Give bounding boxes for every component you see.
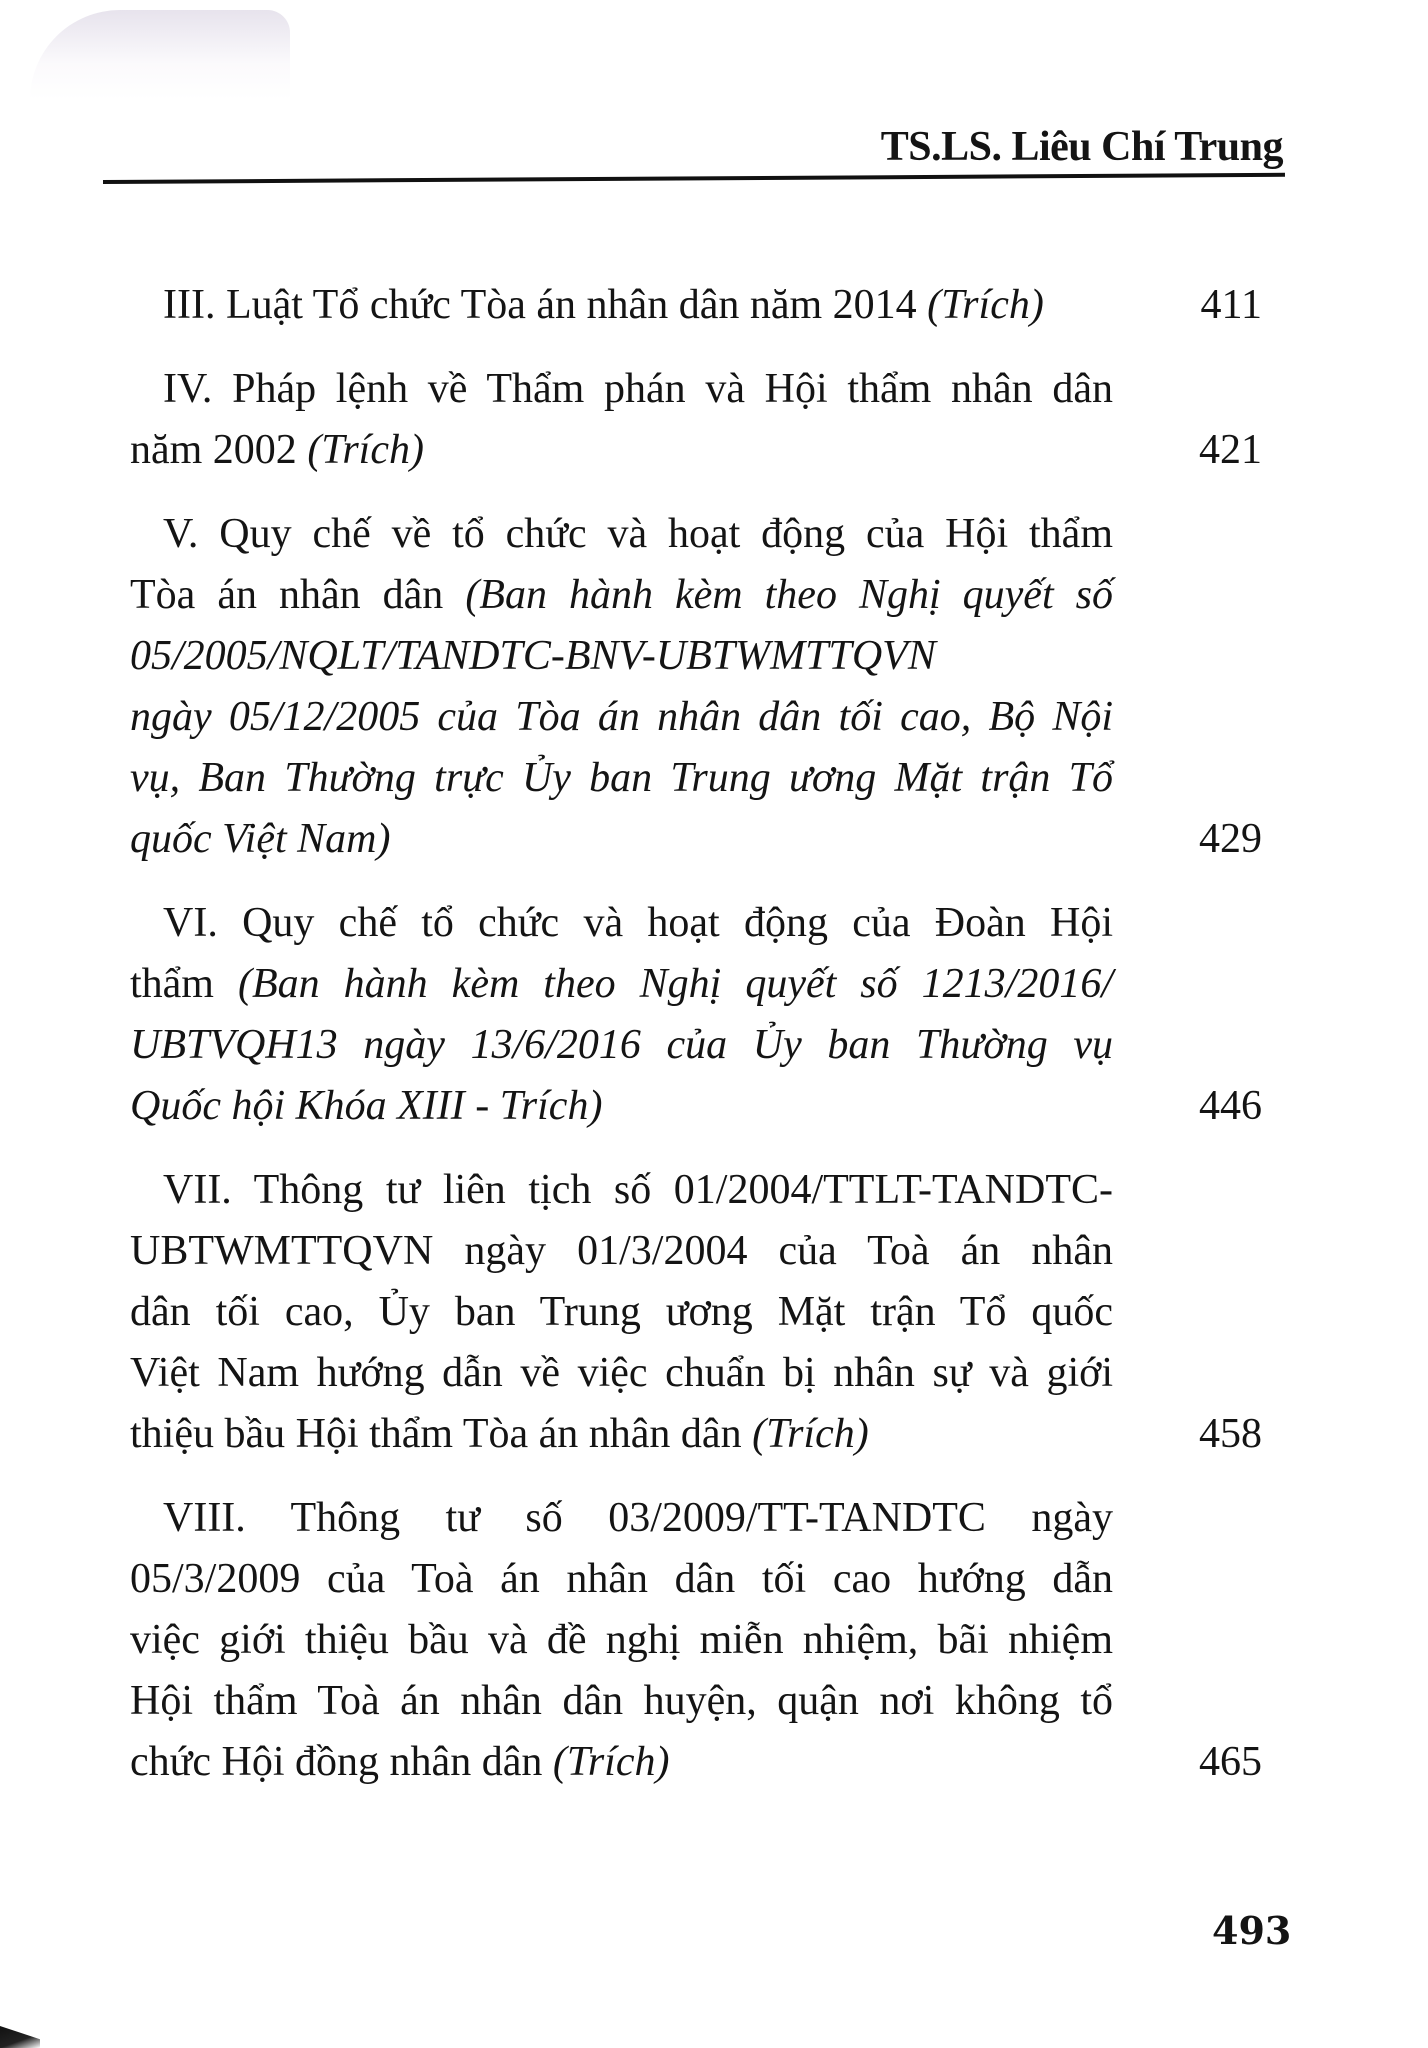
toc-text: thiệu bầu Hội thẩm Tòa án nhân dân	[130, 1411, 753, 1457]
toc-page-number: 458	[1199, 1411, 1262, 1457]
toc-page-number: 411	[1200, 282, 1262, 328]
toc-text: III. Luật Tổ chức Tòa án nhân dân năm 2014	[163, 282, 928, 328]
toc-entry-continuation	[130, 1676, 1113, 1726]
toc-citation-italic: (Ban hành kèm theo Nghị quyết số 1213/2016/	[238, 961, 1113, 1007]
toc-text: VII. Thông tư liên tịch số 01/2004/TTLT-TANDTC-	[163, 1167, 1113, 1213]
toc-text: dân tối cao, Ủy ban Trung ương Mặt trận Tổ quốc	[130, 1289, 1113, 1335]
toc-page-number: 446	[1199, 1083, 1262, 1129]
toc-text: UBTWMTTQVN ngày 01/3/2004 của Toà án nhân	[130, 1228, 1113, 1274]
toc-citation-italic: (Trích)	[552, 1739, 670, 1785]
toc-entry-continuation	[130, 1615, 1113, 1665]
toc-entry-continuation	[130, 1554, 1113, 1604]
toc-entry-continuation	[130, 1020, 1113, 1070]
toc-entry-continuation	[130, 570, 1113, 620]
toc-entry-continuation	[130, 753, 1113, 803]
toc-entry-continuation	[130, 1226, 1113, 1276]
toc-entry-continuation	[130, 814, 391, 864]
toc-citation-italic: Quốc hội Khóa XIII - Trích)	[130, 1083, 603, 1129]
toc-entry-continuation	[130, 692, 1113, 742]
toc-citation-italic: vụ, Ban Thường trực Ủy ban Trung ương Mặt trận Tổ	[130, 755, 1113, 801]
toc-entry-continuation	[130, 425, 424, 475]
toc-page-number: 465	[1199, 1739, 1262, 1785]
toc-entry-continuation	[130, 631, 1113, 681]
toc-page-number: 429	[1199, 816, 1262, 862]
toc-text: việc giới thiệu bầu và đề nghị miễn nhiệm, bãi nhiệm	[130, 1617, 1113, 1663]
toc-entry-continuation	[130, 1348, 1113, 1398]
toc-text: VIII. Thông tư số 03/2009/TT-TANDTC ngày	[163, 1495, 1113, 1541]
toc-page-number: 421	[1199, 427, 1262, 473]
toc-entry-title	[163, 280, 1044, 330]
running-head-author: TS.LS. Liêu Chí Trung	[880, 124, 1283, 170]
toc-entry-continuation	[130, 1737, 670, 1787]
toc-entry-title	[163, 1493, 1113, 1543]
toc-text: IV. Pháp lệnh về Thẩm phán và Hội thẩm nhân dân	[163, 366, 1113, 412]
toc-text: thẩm	[130, 961, 238, 1007]
toc-citation-italic: 05/2005/NQLT/TANDTC-BNV-UBTWMTTQVN	[130, 633, 936, 679]
toc-text: Tòa án nhân dân	[130, 572, 466, 618]
toc-text: VI. Quy chế tổ chức và hoạt động của Đoàn Hội	[163, 900, 1113, 946]
toc-entry-title	[163, 898, 1113, 948]
toc-entry-title	[163, 1165, 1113, 1215]
toc-citation-italic: (Trích)	[307, 427, 424, 473]
toc-text: V. Quy chế về tổ chức và hoạt động của Hội thẩm	[163, 511, 1113, 557]
toc-citation-italic: (Trích)	[752, 1411, 869, 1457]
toc-text: chức Hội đồng nhân dân	[130, 1739, 553, 1785]
toc-citation-italic: quốc Việt Nam)	[130, 816, 391, 862]
toc-entry-continuation	[130, 1409, 869, 1459]
toc-citation-italic: UBTVQH13 ngày 13/6/2016 của Ủy ban Thường vụ	[130, 1022, 1113, 1068]
page-number: 493	[1212, 1908, 1292, 1953]
toc-entry-continuation	[130, 1081, 602, 1131]
toc-text: năm 2002	[130, 427, 308, 473]
toc-citation-italic: ngày 05/12/2005 của Tòa án nhân dân tối cao, Bộ Nội	[130, 694, 1113, 740]
toc-text: 05/3/2009 của Toà án nhân dân tối cao hướng dẫn	[130, 1556, 1113, 1602]
toc-text: Việt Nam hướng dẫn về việc chuẩn bị nhân sự và giới	[130, 1350, 1113, 1396]
toc-entry-title	[163, 509, 1113, 559]
toc-citation-italic: (Ban hành kèm theo Nghị quyết số	[465, 572, 1113, 618]
toc-text: Hội thẩm Toà án nhân dân huyện, quận nơi không tổ	[130, 1678, 1113, 1724]
toc-entry-continuation	[130, 1287, 1113, 1337]
toc-citation-italic: (Trích)	[927, 282, 1044, 328]
toc-entry-continuation	[130, 959, 1113, 1009]
toc-entry-title	[163, 364, 1113, 414]
